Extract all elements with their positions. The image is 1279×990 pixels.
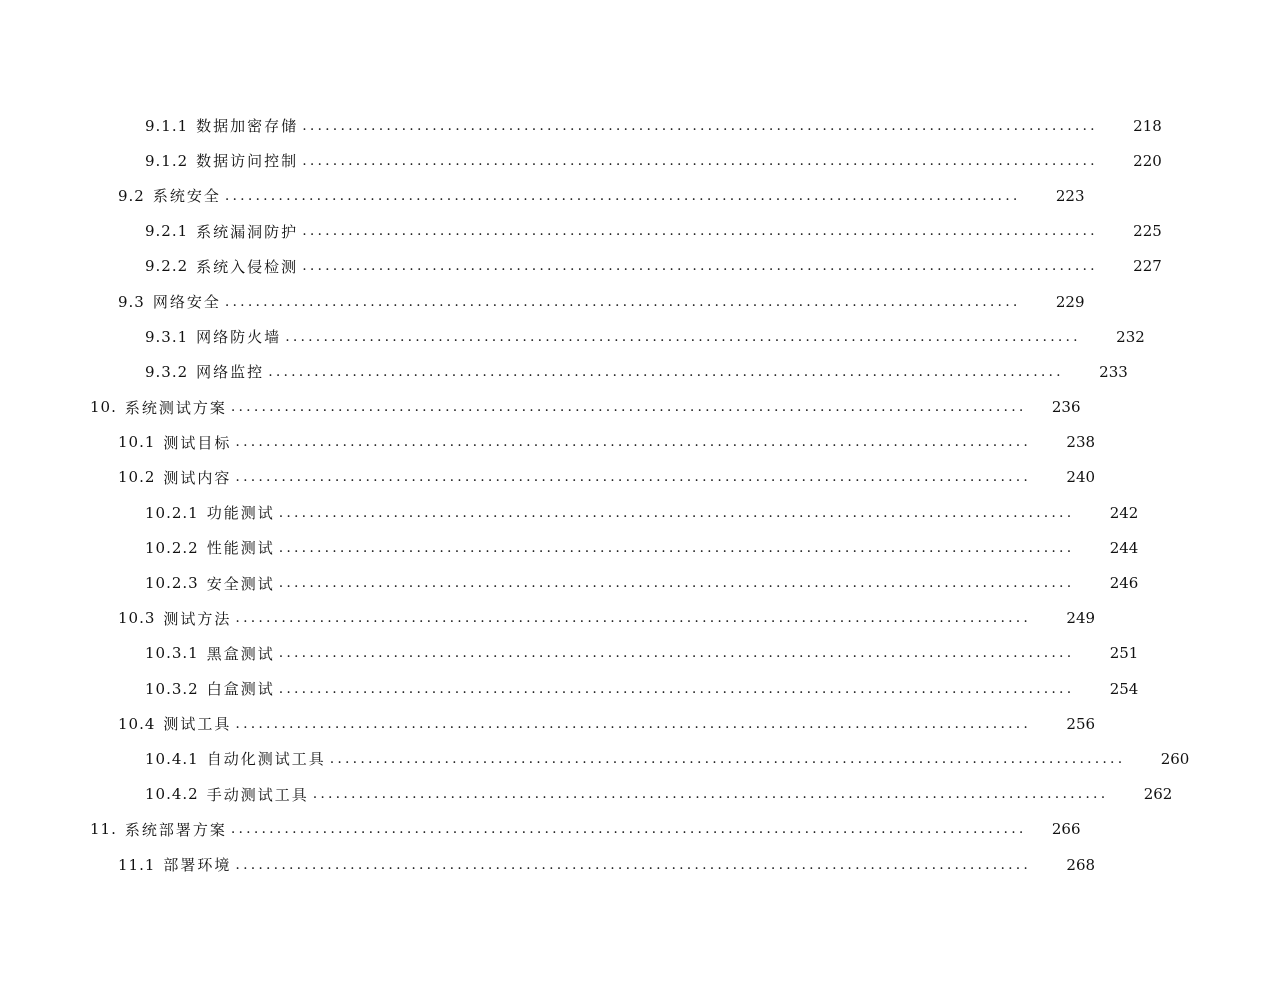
toc-leader-dots: ........................................................................................................ <box>312 786 1109 803</box>
toc-entry-number: 9.3.2 <box>145 362 189 381</box>
toc-leader-dots: ........................................................................................................ <box>235 856 1032 873</box>
toc-entry-number: 10. <box>90 398 117 417</box>
toc-entry-title: 数据访问控制 <box>196 152 299 171</box>
toc-entry[interactable] <box>0 460 1096 495</box>
toc-entry-title: 测试内容 <box>163 468 232 487</box>
toc-leader-dots: ........................................................................................................ <box>285 328 1081 345</box>
toc-entry-page-number: 220 <box>1133 151 1162 170</box>
toc-leader-dots: ........................................................................................................ <box>278 680 1075 697</box>
toc-leader-dots: ........................................................................................................ <box>224 187 1021 204</box>
toc-entry-page-number: 227 <box>1133 257 1162 276</box>
toc-entry-number: 10.4.2 <box>145 785 199 804</box>
toc-entry-number: 9.1.1 <box>145 116 189 135</box>
toc-leader-dots: ........................................................................................................ <box>235 715 1032 732</box>
toc-entry-title: 测试方法 <box>163 609 232 628</box>
toc-entry[interactable] <box>0 495 1139 530</box>
toc-entry-page-number: 262 <box>1143 785 1173 804</box>
toc-entry-number: 9.2.2 <box>145 257 189 276</box>
toc-entry[interactable] <box>0 741 1190 776</box>
toc-entry[interactable] <box>0 108 1162 143</box>
toc-entry-page-number: 254 <box>1109 679 1139 698</box>
toc-entry-title: 自动化测试工具 <box>206 750 326 769</box>
toc-entry[interactable] <box>0 812 1081 847</box>
toc-entry-number: 10.2 <box>118 468 156 487</box>
toc-entry-page-number: 225 <box>1133 222 1162 241</box>
toc-leader-dots: ........................................................................................................ <box>302 117 1098 134</box>
toc-entry-title: 安全测试 <box>206 574 275 593</box>
toc-entry-page-number: 232 <box>1116 327 1145 346</box>
toc-leader-dots: ........................................................................................................ <box>302 223 1098 240</box>
toc-entry-title: 系统安全 <box>152 187 221 206</box>
toc-entry-page-number: 236 <box>1051 398 1081 417</box>
toc-entry-number: 10.2.1 <box>145 503 199 522</box>
toc-entry-page-number: 223 <box>1055 186 1085 205</box>
toc-entry[interactable] <box>0 530 1139 565</box>
toc-entry-page-number: 244 <box>1109 538 1139 557</box>
toc-leader-dots: ........................................................................................................ <box>278 575 1075 592</box>
toc-entry-page-number: 242 <box>1109 503 1139 522</box>
toc-entry[interactable] <box>0 847 1096 882</box>
toc-entry-number: 9.2.1 <box>145 222 189 241</box>
toc-entry-number: 10.1 <box>118 433 156 452</box>
toc-entry-title: 黑盒测试 <box>206 644 275 663</box>
toc-entry-title: 白盒测试 <box>206 680 275 699</box>
toc-entry-page-number: 233 <box>1099 362 1128 381</box>
toc-entry-title: 手动测试工具 <box>206 785 309 804</box>
toc-entry[interactable] <box>0 706 1096 741</box>
toc-entry-title: 系统入侵检测 <box>196 257 299 276</box>
toc-entry-title: 系统部署方案 <box>124 820 227 839</box>
toc-entry-title: 性能测试 <box>206 539 275 558</box>
toc-leader-dots: ........................................................................................................ <box>230 821 1027 838</box>
toc-entry[interactable] <box>0 319 1145 354</box>
toc-entry-number: 10.3.2 <box>145 679 199 698</box>
toc-entry-number: 10.2.2 <box>145 538 199 557</box>
toc-entry-title: 系统测试方案 <box>124 398 227 417</box>
toc-entry-number: 9.3.1 <box>145 327 189 346</box>
toc-entry-page-number: 246 <box>1109 574 1139 593</box>
toc-entry-page-number: 251 <box>1109 644 1139 663</box>
toc-entry-title: 网络监控 <box>196 363 265 382</box>
toc-leader-dots: ........................................................................................................ <box>278 645 1075 662</box>
toc-entry-title: 系统漏洞防护 <box>196 222 299 241</box>
toc-entry-page-number: 240 <box>1066 468 1096 487</box>
toc-entry-title: 网络防火墙 <box>196 328 282 347</box>
toc-entry[interactable] <box>0 425 1096 460</box>
toc-entry-title: 部署环境 <box>163 856 232 875</box>
toc-leader-dots: ........................................................................................................ <box>268 363 1064 380</box>
toc-entry[interactable] <box>0 636 1139 671</box>
toc-entry-number: 9.3 <box>118 292 145 311</box>
toc-entry-number: 10.4 <box>118 714 156 733</box>
table-of-contents <box>0 108 1190 882</box>
toc-entry-number: 10.3.1 <box>145 644 199 663</box>
toc-entry[interactable] <box>0 601 1096 636</box>
toc-entry-page-number: 260 <box>1160 749 1190 768</box>
toc-entry-number: 9.1.2 <box>145 151 189 170</box>
toc-entry-number: 10.3 <box>118 609 156 628</box>
toc-entry-number: 9.2 <box>118 186 145 205</box>
toc-entry-number: 10.2.3 <box>145 574 199 593</box>
toc-leader-dots: ........................................................................................................ <box>302 258 1098 275</box>
toc-leader-dots: ........................................................................................................ <box>230 399 1027 416</box>
toc-entry-page-number: 249 <box>1066 609 1096 628</box>
toc-entry[interactable] <box>0 214 1162 249</box>
toc-entry-page-number: 238 <box>1066 433 1096 452</box>
toc-entry-page-number: 256 <box>1066 714 1096 733</box>
toc-entry-page-number: 268 <box>1066 855 1096 874</box>
toc-entry[interactable] <box>0 143 1162 178</box>
toc-leader-dots: ........................................................................................................ <box>235 469 1032 486</box>
toc-leader-dots: ........................................................................................................ <box>235 434 1032 451</box>
toc-entry[interactable] <box>0 354 1128 389</box>
toc-entry-page-number: 229 <box>1055 292 1085 311</box>
toc-entry[interactable] <box>0 671 1139 706</box>
toc-entry[interactable] <box>0 249 1162 284</box>
toc-entry[interactable] <box>0 284 1085 319</box>
toc-entry-page-number: 218 <box>1133 116 1162 135</box>
toc-entry[interactable] <box>0 777 1173 812</box>
toc-entry-title: 测试工具 <box>163 715 232 734</box>
toc-entry-title: 功能测试 <box>206 504 275 523</box>
toc-entry[interactable] <box>0 390 1081 425</box>
toc-leader-dots: ........................................................................................................ <box>278 539 1075 556</box>
toc-entry[interactable] <box>0 565 1139 600</box>
toc-entry-number: 11. <box>90 820 117 839</box>
toc-leader-dots: ........................................................................................................ <box>224 293 1021 310</box>
toc-entry[interactable] <box>0 178 1085 213</box>
toc-entry-title: 测试目标 <box>163 433 232 452</box>
toc-entry-number: 10.4.1 <box>145 749 199 768</box>
toc-leader-dots: ........................................................................................................ <box>235 610 1032 627</box>
toc-leader-dots: ........................................................................................................ <box>329 750 1126 767</box>
toc-entry-title: 数据加密存储 <box>196 117 299 136</box>
toc-entry-number: 11.1 <box>118 855 156 874</box>
toc-leader-dots: ........................................................................................................ <box>278 504 1075 521</box>
toc-entry-page-number: 266 <box>1051 820 1081 839</box>
toc-entry-title: 网络安全 <box>152 293 221 312</box>
toc-leader-dots: ........................................................................................................ <box>302 152 1098 169</box>
